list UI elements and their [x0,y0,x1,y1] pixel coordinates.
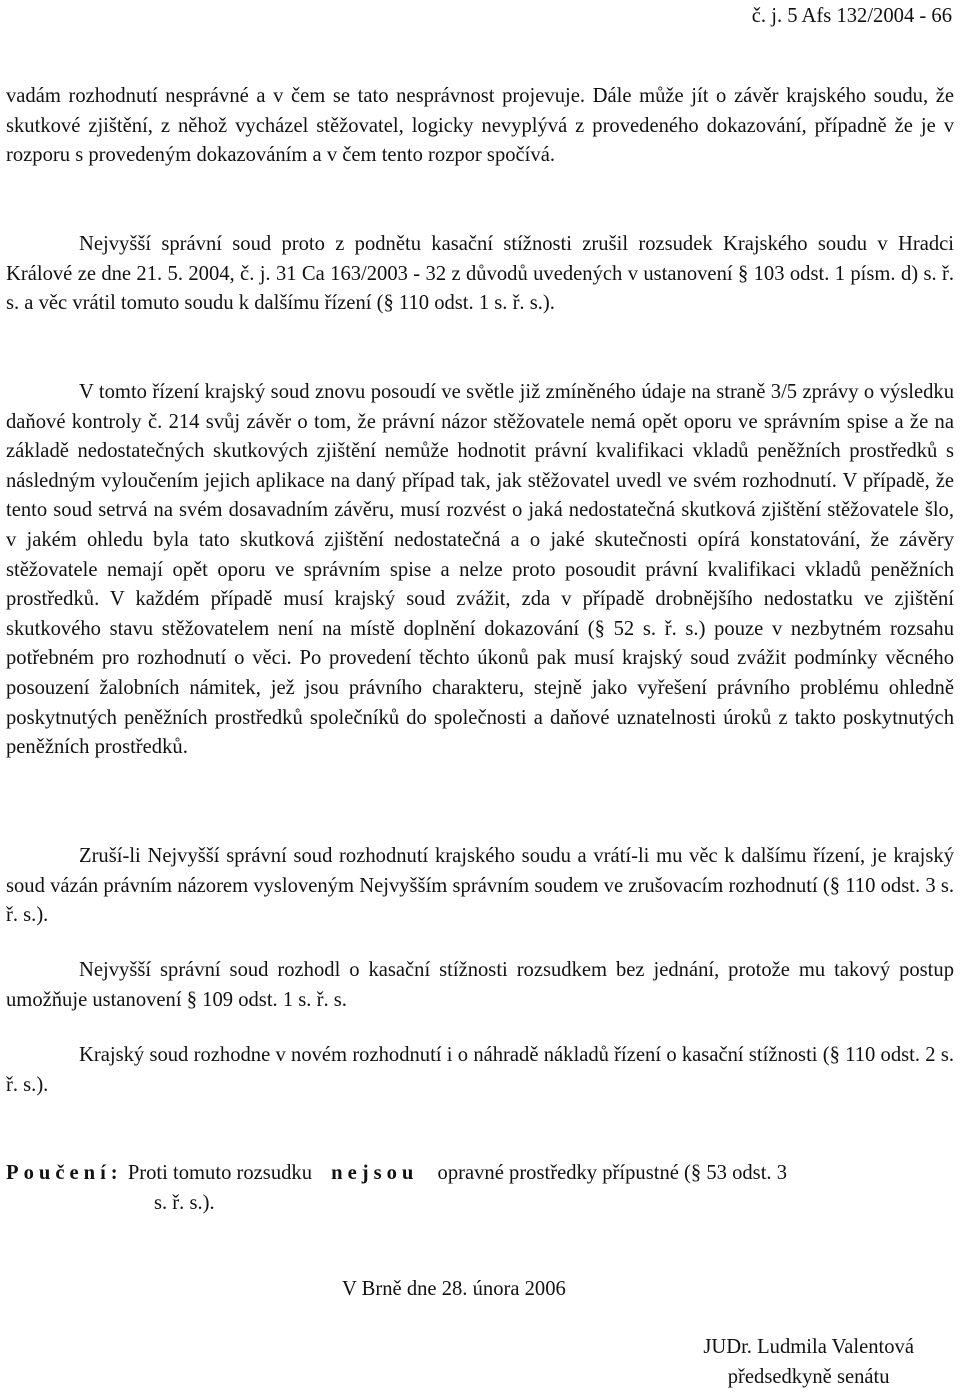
signatory-title: předsedkyně senátu [727,1365,890,1388]
place-and-date: V Brně dne 28. února 2006 [342,1278,566,1300]
legal-instruction-emphasis: nejsou [331,1162,419,1184]
legal-instruction-text-before: Proti tomuto rozsudku [127,1162,313,1184]
legal-instruction [6,1159,954,1218]
paragraph-6: Krajský soud rozhodne v novém rozhodnutí i o náhradě nákladů řízení o kasační stížnosti (§ 110 odst. 2 s. ř. s.). [6,1044,954,1096]
paragraph-1: vadám rozhodnutí nesprávné a v čem se tato nesprávnost projevuje. Dále může jít o závěr krajského soudu, že skutkové zjištění, z něhož vycházel stěžovatel, logicky nevyplývá z provedeného dokazování, případně že je v rozporu s provedeným dokazováním a v čem tento rozpor spočívá. [6,85,954,167]
case-number: č. j. 5 Afs 132/2004 - 66 [751,5,952,27]
signature-block [703,1333,914,1392]
paragraph-5: Nejvyšší správní soud rozhodl o kasační stížnosti rozsudkem bez jednání, protože mu takový postup umožňuje ustanovení § 109 odst. 1 s. ř. s. [6,959,954,1011]
legal-instruction-text-after: opravné prostředky přípustné (§ 53 odst. 3 [437,1162,788,1184]
paragraph-3: V tomto řízení krajský soud znovu posoudí ve světle již zmíněného údaje na straně 3/5 zprávy o výsledku daňové kontroly č. 214 svůj závěr o tom, že právní názor stěžovatele nemá opět oporu ve správním spise a že na základě nedostatečných skutkových zjištění nemůže hodnotit právní kvalifikaci vkladů peněžních prostředků s následným vyloučením jejich aplikace na daný případ tak, jak stěžovatel uvedl ve svém rozhodnutí. V případě, že tento soud setrvá na svém dosavadním závěru, musí rozvést o jaká nedostatečná skutková zjištění stěžovatele šlo, v jakém ohledu byla tato skutková zjištění nedostatečná a o jaké skutečnosti opírá konstatování, že závěry stěžovatele nemají opět oporu ve správním spise a nelze proto posoudit právní kvalifikaci vkladů peněžních prostředků. V každém případě musí krajský soud zvážit, zda v případě drobnějšího nedostatku ve zjištění skutkového stavu stěžovatelem není na místě doplnění dokazování (§ 52 s. ř. s.) pouze v nezbytném rozsahu potřebném pro rozhodnutí o věci. Po provedení těchto úkonů pak musí krajský soud zvážit podmínky věcného posouzení žalobních námitek, jež jsou právního charakteru, stejně jako vyřešení právního problému ohledně poskytnutých peněžních prostředků společníků do společnosti a daňové uznatelnosti úroků z takto poskytnutých peněžních prostředků. [6,381,954,759]
paragraph-4: Zruší-li Nejvyšší správní soud rozhodnutí krajského soudu a vrátí-li mu věc k dalšímu řízení, je krajský soud vázán právním názorem vysloveným Nejvyšším správním soudem ve zrušovacím rozhodnutí (§ 110 odst. 3 s. ř. s.). [6,845,954,927]
signatory-name: JUDr. Ludmila Valentová [703,1336,914,1358]
legal-instruction-continuation: s. ř. s.). [154,1191,215,1214]
legal-instruction-line [6,1159,954,1189]
legal-instruction-label: Poučení: [6,1162,123,1184]
paragraph-2: Nejvyšší správní soud proto z podnětu kasační stížnosti zrušil rozsudek Krajského soudu v Hradci Králové ze dne 21. 5. 2004, č. j. 31 Ca 163/2003 - 32 z důvodů uvedených v ustanovení § 103 odst. 1 písm. d) s. ř. s. a věc vrátil tomuto soudu k dalšímu řízení (§ 110 odst. 1 s. ř. s.). [6,233,954,315]
